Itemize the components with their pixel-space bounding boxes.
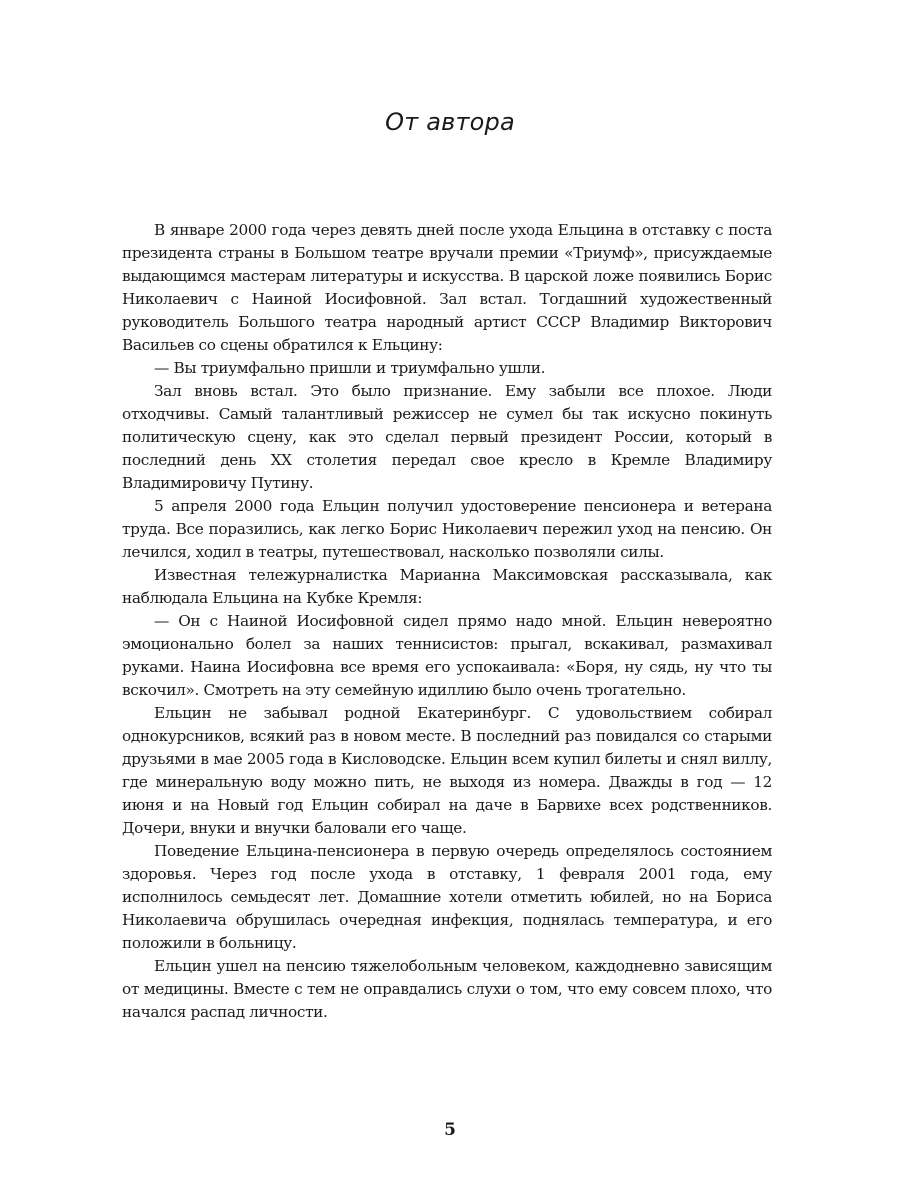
paragraph-5: Известная тележурналистка Марианна Максимовская рассказывала, как наблюдала Ельцина на Кубке Кремля: [122, 566, 772, 607]
paragraph-7: Ельцин не забывал родной Екатеринбург. С удовольствием собирал однокурсников, всякий раз в новом месте. В последний раз повидался со старыми друзьями в мае 2005 года в Кисловодске. Ельцин всем купил билеты и снял виллу, где минеральную воду можно пить, не выходя из номера. Дважды в год — 12 июня и на Новый год Ельцин собирал на даче в Барвихе всех родственников. Дочери, внуки и внучки баловали его чаще. [122, 704, 772, 837]
paragraph-8: Поведение Ельцина-пенсионера в первую очередь определялось состоянием здоровья. Через год после ухода в отставку, 1 февраля 2001 года, ему исполнилось семьдесят лет. Домашние хотели отметить юбилей, но на Бориса Николаевича обрушилась очередная инфекция, поднялась температура, и его положили в больницу. [122, 842, 772, 952]
paragraph-2: — Вы триумфально пришли и триумфально ушли. [154, 359, 546, 377]
chapter-title: От автора [385, 108, 515, 136]
paragraph-3: Зал вновь встал. Это было признание. Ему забыли все плохое. Люди отходчивы. Самый талантливый режиссер не сумел бы так искусно покинуть политическую сцену, как это сделал первый президент России, который в последний день XX столетия передал свое кресло в Кремле Владимиру Владимировичу Путину. [122, 382, 772, 492]
paragraph-6: — Он с Наиной Иосифовной сидел прямо надо мной. Ельцин невероятно эмоционально болел за наших теннисистов: прыгал, вскакивал, размахивал руками. Наина Иосифовна все время его успокаивала: «Боря, ну сядь, ну что ты вскочил». Смотреть на эту семейную идиллию было очень трогательно. [122, 612, 772, 699]
paragraph-4: 5 апреля 2000 года Ельцин получил удостоверение пенсионера и ветерана труда. Все поразились, как легко Борис Николаевич пережил уход на пенсию. Он лечился, ходил в театры, путешествовал, насколько позволяли силы. [122, 497, 772, 561]
paragraph-1: В январе 2000 года через девять дней после ухода Ельцина в отставку с поста президента страны в Большом театре вручали премии «Триумф», присуждаемые выдающимся мастерам литературы и искусства. В царской ложе появились Борис Николаевич с Наиной Иосифовной. Зал встал. Тогдашний художественный руководитель Большого театра народный артист СССР Владимир Викторович Васильев со сцены обратился к Ельцину: [122, 221, 772, 354]
page-number: 5 [444, 1120, 456, 1140]
paragraph-9: Ельцин ушел на пенсию тяжелобольным человеком, каждодневно зависящим от медицины. Вместе с тем не оправдались слухи о том, что ему совсем плохо, что начался распад личности. [122, 957, 772, 1021]
chapter-body [122, 219, 772, 1024]
